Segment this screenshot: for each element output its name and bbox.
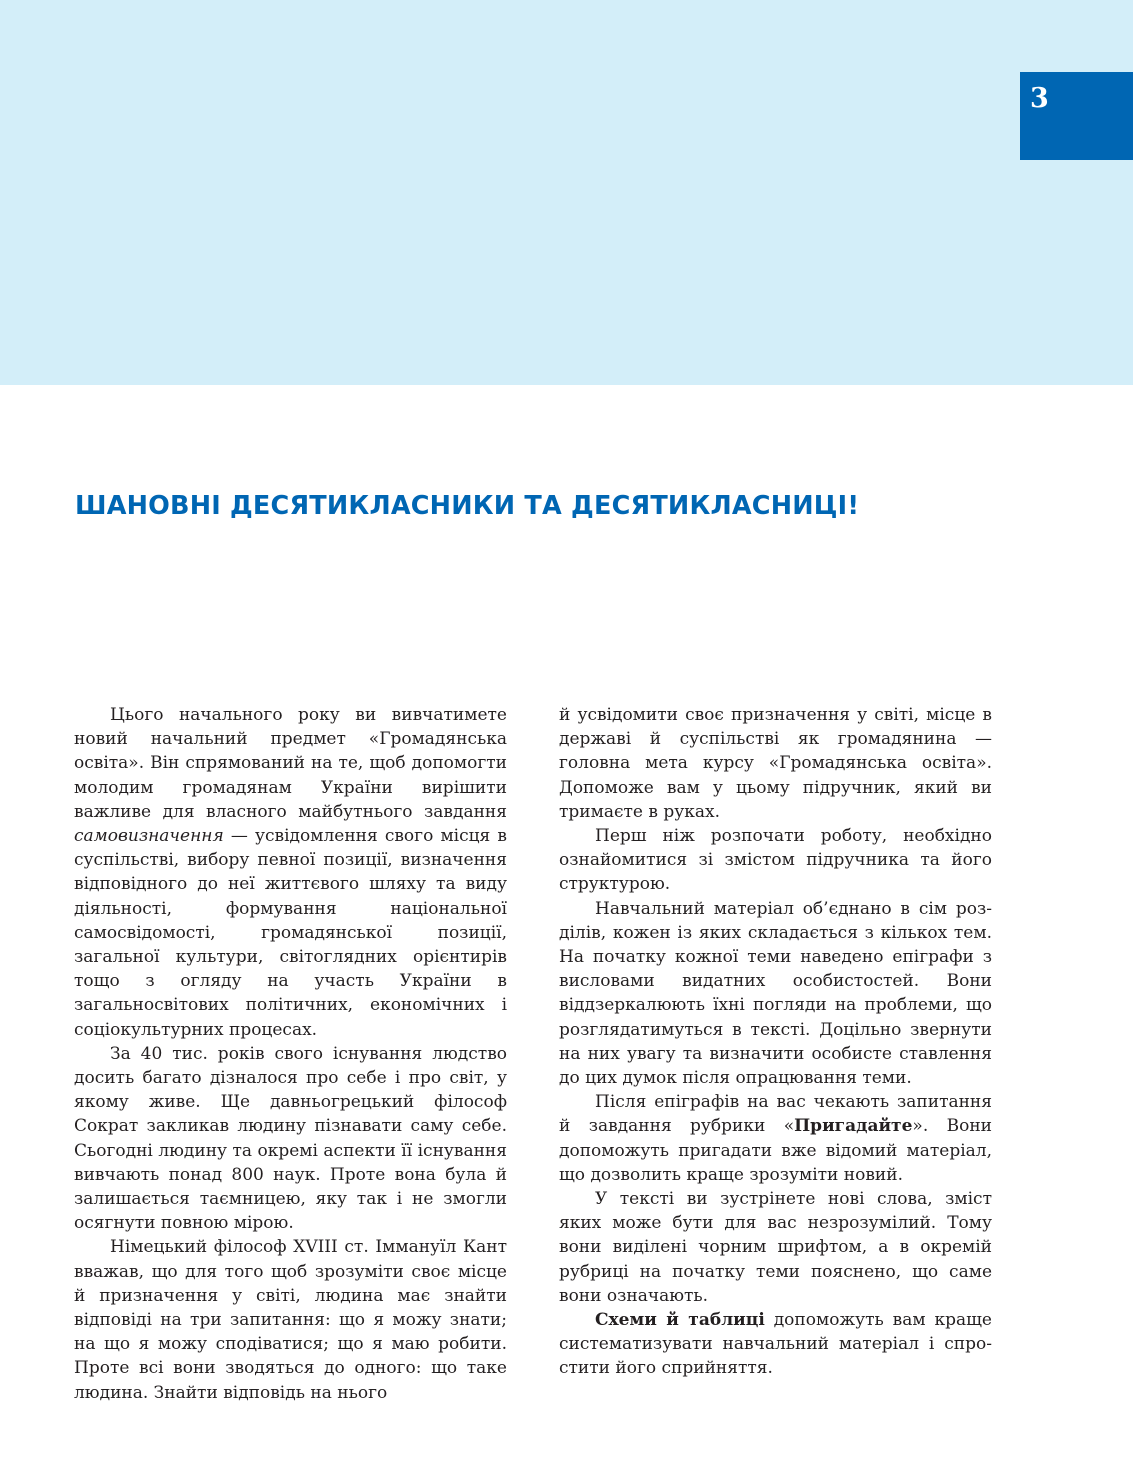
paragraph-sections: Навчальний матеріал об’єднано в сім розділів, кожен із яких складається з кількох тем. На початку кожної теми наведено епіграфи з висловами видатних особистостей. Вони віддзеркалюють їхні погляди на проблеми, що розглядатимуться в тексті. Доцільно звернути на них увагу та визначити особисте ставлення до цих думок після опрацювання теми. [559,898,992,1089]
paragraph-new-words: У тексті ви зустрінете нові слова, зміст яких може бути для вас незрозумілий. Тому вони виділені чорним шрифтом, а в окремій рубриці на початку теми пояснено, що саме вони означають. [559,1189,992,1306]
text-run: — усвідомлення свого місця в суспільстві, вибору певної позиції, визначення відповідного до неї життєвого шляху та виду діяльності, формування національної самосвідомості, громадянської позиції, загальної культури, світоглядних орієнтирів тощо з огляду на участь України в загальносвітових політичних, економічних і соціокультурних процесах. [74,826,507,1040]
page-heading: ШАНОВНІ ДЕСЯТИКЛАСНИКИ ТА ДЕСЯТИКЛАСНИЦІ! [75,491,860,521]
text-run: Цього начального року ви вивчатимете новий начальний предмет «Громадянська освіта». Він спрямований на те, щоб допомогти молодим громадянам України вирішити важливе для власного майбутнього завдання [74,705,507,822]
paragraph-socrates: За 40 тис. років свого існування людство досить багато дізналося про себе і про світ, у якому живе. Ще давньогрецький філософ Сократ закликав людину пізнавати саму себе. Сьогодні людину та окремі аспекти її існування вивчають понад 800 наук. Проте вона була й залишається таємницею, яку так і не змогли осягнути повною мірою. [74,1043,507,1234]
left-column [74,703,507,1405]
page-number-tab [1020,72,1133,160]
paragraph-kant: Німецький філософ XVIII ст. Іммануїл Кант вважав, що для того щоб зрозуміти своє місце й призначення у світі, людина має знайти відповіді на три запитання: що я можу знати; на що я можу сподіватися; що я маю робити. Проте всі вони зводяться до одного: що таке людина. Знайти відповідь на нього [74,1237,507,1403]
paragraph-structure: Перш ніж розпочати роботу, необхідно ознайомитися зі змістом підручника та його структурою. [559,826,992,895]
page-number: 3 [1030,83,1049,114]
bold-term: Схеми й таблиці [595,1310,765,1331]
paragraph-intro [74,703,507,1042]
text-run: Після епіграфів на вас чекають запитання й завдання рубрики « [559,1092,992,1137]
text-run: допоможуть вам краще систематизувати навчальний матеріал і спростити його сприйняття. [559,1310,992,1379]
paragraph-continuation: й усвідомити своє призначення у світі, місце в державі й суспільстві як громадянина — головна мета курсу «Громадянська освіта». Допоможе вам у цьому підручник, який ви тримаєте в руках. [559,705,992,822]
text-run: ». Вони допоможуть пригадати вже відомий матеріал, що дозволить краще зрозуміти новий. [559,1116,992,1185]
header-band [0,0,1133,385]
paragraph-schemes [559,1308,992,1381]
italic-term: самовизначення [74,826,224,847]
right-column [559,703,992,1381]
bold-rubric: Пригадайте [794,1116,913,1137]
paragraph-remember [559,1090,992,1187]
